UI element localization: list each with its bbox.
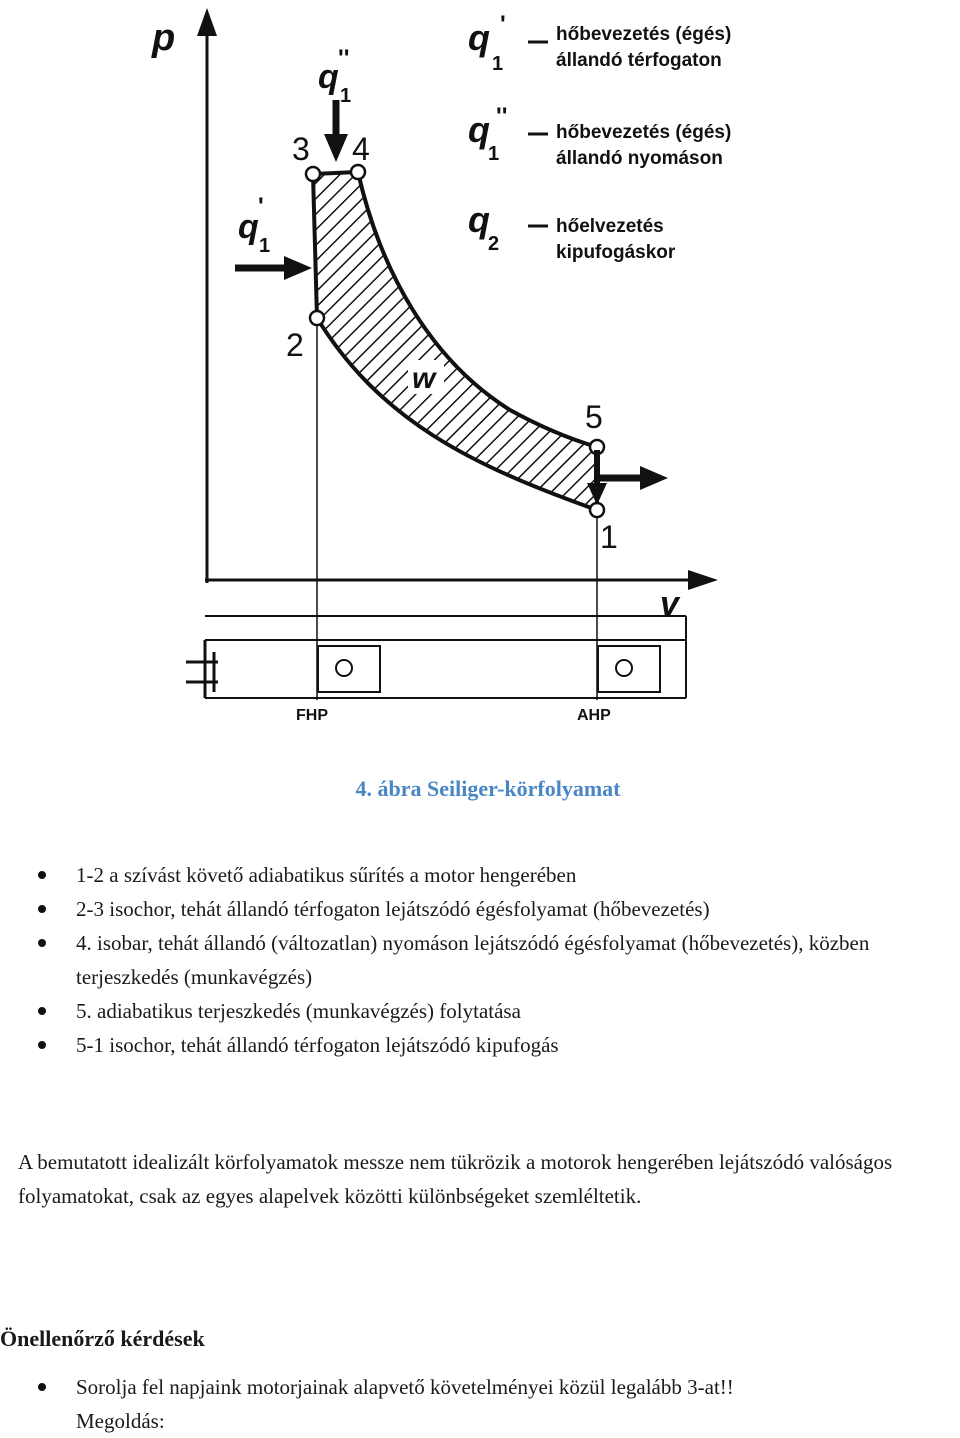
point-2 [310, 311, 324, 325]
svg-text:1: 1 [259, 235, 271, 257]
q1-double-prime-label [318, 45, 351, 107]
point-5-label: 5 [585, 399, 603, 435]
list-item-text: 4. isobar, tehát állandó (változatlan) nyomáson lejátszódó égésfolyamat (hőbevezetés), közben terjeszkedés (munkavégzés) [76, 931, 870, 989]
summary-paragraph: A bemutatott idealizált körfolyamatok messze nem tükrözik a motorok hengerében lejátszódó valóságos folyamatokat, csak az egyes alapelvek közötti különbségeket szemléltetik. [18, 1150, 893, 1208]
list-item-text: 2-3 isochor, tehát állandó térfogaton lejátszódó égésfolyamat (hőbevezetés) [76, 897, 710, 921]
questions-list [0, 1370, 960, 1438]
point-1-label: 1 [600, 519, 618, 555]
bullet-icon [38, 939, 46, 947]
work-area [313, 172, 597, 510]
bullet-icon [38, 1383, 46, 1391]
list-item [0, 892, 960, 926]
svg-text:1: 1 [340, 85, 352, 107]
list-item [0, 926, 960, 994]
point-4-label: 4 [352, 131, 370, 167]
svg-text:2: 2 [488, 233, 500, 255]
point-1 [590, 503, 604, 517]
list-item [0, 994, 960, 1028]
v-axis-arrowhead [688, 570, 718, 590]
list-item [0, 1028, 960, 1062]
q1-prime-label [238, 193, 270, 257]
question-text: Sorolja fel napjaink motorjainak alapvető követelményei közül legalább 3-at!! [76, 1375, 734, 1399]
svg-text:állandó nyomáson: állandó nyomáson [556, 148, 723, 169]
point-3-label: 3 [292, 131, 310, 167]
list-item-text: 5. adiabatikus terjeszkedés (munkavégzés) folytatása [76, 999, 521, 1023]
svg-text:kipufogáskor: kipufogáskor [556, 242, 676, 263]
list-item-text: 1-2 a szívást követő adiabatikus sűrítés a motor hengerében [76, 863, 577, 887]
list-item-text: 5-1 isochor, tehát állandó térfogaton lejátszódó kipufogás [76, 1033, 559, 1057]
svg-text:': ' [500, 11, 506, 38]
svg-text:hőbevezetés (égés): hőbevezetés (égés) [556, 24, 732, 45]
q1-const-p-arrowhead [324, 134, 348, 162]
work-label: w [412, 362, 436, 395]
bullet-icon [38, 1041, 46, 1049]
svg-text:1: 1 [488, 143, 500, 165]
svg-text:q: q [468, 109, 490, 150]
ahp-label: AHP [577, 707, 611, 724]
legend-q2 [468, 199, 676, 263]
svg-text:1: 1 [492, 53, 504, 75]
svg-text:hőelvezetés: hőelvezetés [556, 216, 664, 237]
q2-arrowhead [640, 466, 668, 490]
svg-text:': ' [258, 193, 264, 220]
process-list [0, 858, 960, 1062]
p-axis-arrowhead [197, 8, 217, 36]
point-3 [306, 167, 320, 181]
svg-text:állandó térfogaton: állandó térfogaton [556, 50, 722, 71]
figure-caption: 4. ábra Seiliger-körfolyamat [355, 776, 621, 801]
question-item [0, 1370, 960, 1438]
point-2-label: 2 [286, 327, 304, 363]
answer-label: Megoldás: [76, 1409, 165, 1433]
svg-text:q: q [468, 17, 490, 58]
svg-text:q: q [318, 58, 339, 96]
fhp-label: FHP [296, 707, 328, 724]
self-check-heading: Önellenőrző kérdések [0, 1326, 205, 1351]
bullet-icon [38, 871, 46, 879]
piston-fhp [318, 646, 380, 692]
bullet-icon [38, 1007, 46, 1015]
svg-text:'': '' [338, 45, 350, 72]
svg-text:q: q [238, 208, 259, 246]
svg-text:'': '' [496, 103, 508, 130]
point-4 [351, 165, 365, 179]
legend-q1-double-prime [468, 103, 731, 169]
piston-ahp [598, 646, 660, 692]
v-axis-label: v [660, 585, 679, 623]
q1-const-v-arrowhead [284, 256, 312, 280]
svg-text:q: q [468, 199, 490, 240]
legend-q1-prime [468, 11, 731, 75]
bullet-icon [38, 905, 46, 913]
list-item [0, 858, 960, 892]
svg-text:hőbevezetés (égés): hőbevezetés (égés) [556, 122, 732, 143]
p-axis-label: p [152, 17, 176, 59]
